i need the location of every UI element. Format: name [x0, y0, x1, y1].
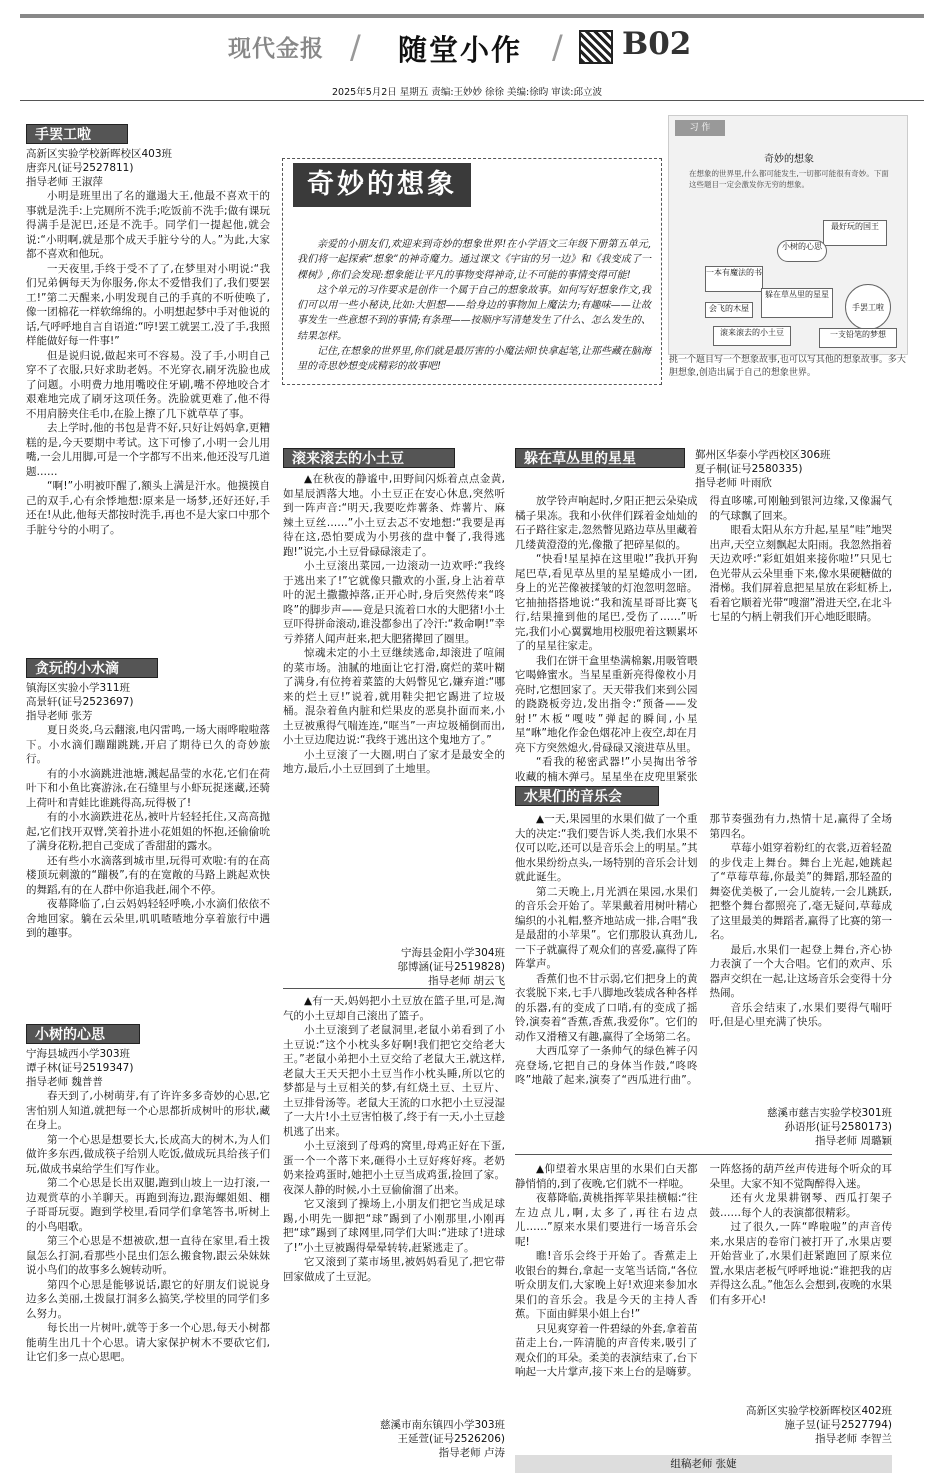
article-author: 谭子林(证号2519347): [26, 1062, 134, 1074]
sign-teacher: 指导老师 周璐颖: [815, 1135, 892, 1147]
feature-paragraph: 这个单元的习作要求是创作一个属于自己的想象故事。如何写好想象作文,我们可以用一些小秘诀,比如:大胆想——给身边的事物加上魔法力;有趣味——让故事发生一些意想不到的事情;有条理——按顺序写清楚发生了什么、怎么发生的、结果怎样。: [297, 284, 651, 342]
topic-card: 手罢工啦: [845, 284, 891, 330]
article-paragraph: 惊魂未定的小土豆继续逃命,却滚进了喧闹的菜市场。油腻的地面让它打滑,腐烂的菜叶糊了满身,有位挎着菜篮的大妈瞥见它,嫌弃道:“哪来的烂土豆!”说着,就用鞋尖把它踢进了垃圾桶。混杂着鱼内脏和烂果皮的恶臭扑面而来,小土豆被熏得气喘连连,“哐当”一声垃圾桶倒而出,小土豆边爬边说:“我终于逃出这个鬼地方了。”: [283, 647, 505, 746]
masthead: [222, 22, 702, 72]
article-paragraph: 每长出一片树叶,就等于多一个心思,每天小树都能萌生出几十个心思。请大家保护树木不要砍它们,让它们多一点心思吧。: [26, 1322, 270, 1363]
article-paragraph: 还有火龙果耕钢琴、西瓜打架子鼓……每个人的表演都很精彩。: [709, 1192, 892, 1219]
topic-card: 一支铅笔的梦想: [819, 328, 897, 348]
article-paragraph: 只见爽穿着一件碧绿的外套,拿着苗苗走上台,一阵清脆的声音传来,吸引了观众们的耳朵。柔美的表演结束了,台下响起一大片掌声,接下来上台的是嗨萝。一阵悠扬的葫芦丝声传进每个听众的耳朵里。大家不知不觉陶醉得入迷。: [515, 1163, 892, 1378]
header-rule: [20, 100, 924, 101]
worksheet-caption: 挑一个题目写一个想象故事,也可以写其他的想象故事。多大胆想象,创造出属于自己的想象世界。: [669, 355, 906, 378]
topic-card: 最好玩的国王: [823, 220, 887, 246]
article-paragraph: ▲有一天,妈妈把小土豆放在篮子里,可是,淘气的小土豆却自己滚出了篮子。: [283, 995, 505, 1022]
article-paragraph: 第三个心思是不想被砍,想一直待在家里,看土拨鼠怎么打洞,看那些小昆虫们怎么搬食物,跟云朵妹妹说小鸟们的故事多么婉转动听。: [26, 1235, 270, 1276]
top-rule: [20, 14, 924, 18]
article-paragraph: 有的小水滴跌进花丛,被叶片轻轻托住,又高高抛起,它们找开双臂,笑着扑进小花姐姐的怀抱,还偷偷吮了满身花粉,把自己变成了香甜甜的露水。: [26, 811, 270, 852]
dateline: 2025年5月2日 星期五 责编:王妙妙 徐徐 美编:徐昀 审读:邱立波: [332, 87, 602, 98]
article-paragraph: 小明是班里出了名的邋遢大王,他最不喜欢干的事就是洗手:上完厕所不洗手;吃饭前不洗手;做有课玩得满手是泥巴,还是不洗手。同学们一提起他,就会说:“小明啊,就是那个成天手脏兮兮的人。”为此,大家都不喜欢和他玩。: [26, 190, 270, 260]
sign-author: 王延萱(证号2526206): [397, 1433, 505, 1445]
sign-teacher: 指导老师 李智兰: [815, 1433, 892, 1445]
article-paragraph: 瞧!音乐会终于开始了。香蕉走上收银台的舞台,拿起一支笔当话筒,“各位听众朋友们,大家晚上好!欢迎来参加水果们的音乐会。我是今天的主持人香蕉。下面由鲜果小姐上台!”: [515, 1250, 698, 1320]
article-author: 唐弈凡(证号2527811): [26, 162, 134, 174]
topic-card: 一本有魔法的书: [705, 266, 763, 292]
article-title: 小树的心思: [26, 1024, 140, 1044]
article-signature: [283, 946, 505, 988]
column-name: 随堂小作: [398, 33, 523, 67]
topic-card: 滚来滚去的小土豆: [713, 326, 791, 346]
article-fruit-concert-2-body: [515, 1162, 892, 1400]
sign-school: 慈溪市南东镇四小学303班: [379, 1419, 505, 1431]
feature-intro-box: [282, 158, 662, 385]
worksheet-title: 奇妙的想象: [764, 154, 814, 165]
article-paragraph: 最后,水果们一起登上舞台,齐心协力表演了一个大合唱。它们的欢声、乐器声交织在一起,让这场音乐会变得十分热闹。: [709, 943, 892, 999]
article-signature: [283, 1418, 505, 1460]
topic-card: 躲在草丛里的星星: [761, 288, 833, 318]
sign-teacher: 指导老师 胡云飞: [428, 975, 505, 987]
article-paragraph: 去上学时,他的书包是背不好,只好让妈妈拿,更糟糕的是,今天要期中考试。这下可惨了,小明一会儿用嘴,一会儿用脚,可是一个字都写不出来,他还没写几道题……: [26, 422, 270, 478]
article-paragraph: 第二个心思是长出双腿,跑到山坡上一边打滚,一边观赏草的小羊聊天。再跑到海边,跟海螺姐姐、棚子哥哥玩耍。跑到学校里,看同学们拿笔答书,听树上的小鸟唱歌。: [26, 1177, 270, 1233]
article-paragraph: ▲在秋夜的静谧中,田野间闪烁着点点金黄,如星辰洒落大地。小土豆正在安心休息,突然听到一阵声音:“明天,我要吃炸薯条、炸薯片、麻辣土豆丝……”小土豆去忑不安地想:“我要是再待在这,恐怕要成为小男孩的盘中餐了,我得逃跑!”说完,小土豆骨碌碌滚走了。: [283, 473, 505, 558]
article-fruit-concert-body: [515, 812, 892, 1102]
worksheet-intro: 在想象的世界里,什么都可能发生,一切都可能很有奇妙。下面这些题目一定会激发你无穷的想象。: [689, 169, 889, 189]
feature-text: [297, 237, 651, 375]
article-paragraph: 草莓小姐穿着粉红的衣裳,迈着轻盈的步伐走上舞台。舞台上光起,她跳起了“草莓草莓,你最美”的舞蹈,那轻盈的舞姿优美极了,一会儿旋转,一会儿跳跃,把整个舞台都照亮了,毫无疑问,草莓成了这里最美的舞蹈者,赢得了比赛的第一名。: [709, 842, 892, 941]
article-paragraph: “看我的秘密武器!”小吴掏出爷爷收藏的楠木弹弓。星星坐在皮兜里紧张得直哆嗦,可刚触到银河边缘,又像漏气的气球飘了回来。: [515, 495, 892, 783]
article-fruit-concert-header: [515, 786, 892, 806]
sign-school: 宁海县金阳小学304班: [400, 947, 505, 959]
article-title: 手罢工啦: [26, 124, 128, 144]
article-paragraph: 第二天晚上,月光洒在果园,水果们的音乐会开始了。苹果戴着用树叶精心编织的小礼帽,整齐地站成一排,合唱“我是最甜的小苹果”。它们那股认真劲儿,一下子就赢得了观众们的喜爱,赢得了阵阵掌声。: [515, 885, 698, 970]
article-paragraph: 音乐会结束了,水果们要得气喘吁吁,但是心里充满了快乐。: [709, 1001, 892, 1028]
page-number: B02: [622, 26, 692, 62]
article-paragraph: 香蕉们也不甘示弱,它们把身上的黄衣裳脱下来,七手八脚地改装成各种各样的乐器,有的变成了口哨,有的变成了摇铃,演奏着“香蕉,香蕉,我爱你”。它们的动作又滑稽又有趣,赢得了全场第二名。: [515, 972, 698, 1043]
article-divider: [283, 988, 505, 989]
article-playful-droplet: [26, 658, 270, 941]
article-school: 高新区实验学校新晖校区403班: [26, 148, 173, 160]
article-paragraph: 有的小水滴跳进池塘,溅起晶莹的水花,它们在荷叶下和小鱼比赛游泳,在石缝里与小虾玩捉迷藏,还骑上荷叶和青蛙比谁跳得高,玩得极了!: [26, 767, 270, 809]
article-paragraph: 小土豆滚出菜园,一边滚动一边欢呼:“我终于逃出来了!”它就像只撒欢的小蛋,身上沾着草叶的泥土撒撒掉落,正开心时,身后突然传来“咚咚”的脚步声——竟是只流着口水的大肥猪!小土豆吓得拼命滚动,谁没都参出了冷汗:“救命啊!”幸亏养猪人闻声赶来,把大肥猪撵回了圈里。: [283, 560, 505, 645]
article-paragraph: 小土豆滚到了母鸡的窝里,母鸡正好在下蛋,蛋一个一个落下来,砸得小土豆好疼好疼。老奶奶来捡鸡蛋时,她把小土豆当成鸡蛋,捡回了家。夜深人静的时候,小土豆偷偷溜了出来。: [283, 1140, 505, 1196]
article-rolling-potato: [283, 448, 505, 948]
article-paragraph: “快看!星星掉在这里啦!”我扒开狗尾巴草,看见草丛里的星星蜷成小一团,身上的光芒像被揉皱的灯泡忽明忽暗。它抽抽搭搭地说:“我和流星哥哥比赛飞行,结果撞到他的尾巴,受伤了……”听完,我们小心翼翼地用校服兜着这颗累坏了的星星往家走。: [515, 553, 698, 652]
illustration-worksheet: [668, 115, 908, 378]
article-paragraph: 夜幕降临了,白云妈妈轻轻呼唤,小水滴们依依不舍地回家。躺在云朵里,叽叽喳喳地分享着旅行中遇到的趣事。: [26, 898, 270, 939]
article-paragraph: 小土豆滚到了老鼠洞里,老鼠小弟看到了小土豆说:“这个小枕头多好啊!我们把它交给老大王。”老鼠小弟把小土豆交给了老鼠大王,就这样,老鼠大王天天把小土豆当作小枕头睡,所以它的梦都是与土豆相关的梦,有红烧土豆、土豆片、土豆排骨汤等。老鼠大王流的口水把小土豆浸湿了一大片!小土豆害怕极了,终于有一天,小土豆趁机逃了出来。: [283, 1024, 505, 1138]
article-paragraph: 小土豆滚了一大圈,明白了家才是最安全的地方,最后,小土豆回到了土地里。: [283, 748, 505, 775]
article-signature: [705, 1106, 892, 1148]
article-teacher: 指导老师 张芳: [26, 710, 93, 722]
article-rolling-potato-2: [283, 994, 505, 1404]
article-title: 躲在草丛里的星星: [515, 448, 685, 468]
topic-card: 小树的心思: [777, 240, 827, 262]
article-paragraph: 夏日炎炎,乌云翻滚,电闪雷鸣,一场大雨哗啦啦落下。小水滴们蹦蹦跳跳,开启了期待已久的奇妙旅行。: [26, 724, 270, 765]
article-paragraph: ▲一天,果园里的水果们做了一个重大的决定:“我们要告诉人类,我们水果不仅可以吃,还可以是音乐会上的明星。”其他水果纷纷点头,一场特别的音乐会计划就此诞生。: [515, 813, 698, 883]
sign-author: 施子昱(证号2527794): [784, 1419, 892, 1431]
article-author: 夏子桐(证号2580335): [695, 463, 803, 475]
article-paragraph: 它又滚到了操场上,小朋友们把它当成足球踢,小明先一脚把“球”踢到了小刚那里,小刚再把“球”踢到了球网里,同学们大叫:“进球了!进球了!”小土豆被踢得晕晕转转,赶紧逃走了。: [283, 1198, 505, 1254]
sign-school: 慈溪市慈吉实验学校301班: [766, 1107, 892, 1119]
feature-title: 奇妙的想象: [293, 163, 471, 207]
article-paragraph: 我们在饼干盒里垫满棉絮,用吸管喂它喝蜂蜜水。当星星重新亮得像枚小月亮时,它想回家了。天天带我们来到公园的跷跷板旁边,发出指令:“预备——发射!”木板“嘎吱”弹起的瞬间,小星星“咻”地化作金色烟花冲上夜空,却在月亮下方突然熄火,骨碌碌又滚进草丛里。: [515, 654, 698, 754]
article-paragraph: 还有些小水滴落到城市里,玩得可欢啦:有的在高楼顶玩刺激的“蹦极”,有的在宽敞的马路上跳起欢快的舞蹈,有的在人群中你追我赶,闹个不停。: [26, 854, 270, 896]
topic-card: 会飞的木屋: [705, 302, 753, 318]
divider-slash: /: [552, 28, 563, 66]
worksheet-tag: 习 作: [675, 120, 725, 136]
paper-name: 现代金报: [228, 35, 324, 62]
article-title: 贪玩的小水滴: [26, 658, 158, 678]
article-paragraph: 第一个心思是想要长大,长成高大的树木,为人们做许多东西,做成筷子给别人吃饭,做成玩具给孩子们玩,做成书桌给学生们写作业。: [26, 1133, 270, 1175]
feature-paragraph: 记住,在想象的世界里,你们就是最厉害的小魔法师!快拿起笔,让那些藏在脑海里的奇思妙想变成精彩的故事吧!: [297, 346, 651, 373]
article-paragraph: 但是说归说,做起来可不容易。没了手,小明自己穿不了衣服,只好求助老妈。不光穿衣,刷牙洗脸也成了问题。小明费力地用嘴咬住牙刷,嘴不停地咬合才艰难地完成了刷牙这项任务。洗脸就更难了,他不得不用肩膀夹住毛巾,在脸上擦了几下就草草了事。: [26, 349, 270, 420]
article-author: 高景轩(证号2523697): [26, 696, 134, 708]
article-divider: [515, 1154, 892, 1155]
article-paragraph: 一天夜里,手终于受不了了,在梦里对小明说:“我们兄弟俩每天为你服务,你太不爱惜我们了,我们要罢工!”第二天醒来,小明发现自己的手真的不听使唤了,像一团棉花一样软绵绵的。小明想起梦中手对他说的话,气呼呼地自言自语道:“哼!罢工就罢工,没了手,我照样能做好每一件事!”: [26, 262, 270, 347]
article-title: 水果们的音乐会: [515, 786, 659, 806]
feature-paragraph: 亲爱的小朋友们,欢迎来到奇妙的想象世界!在小学语文三年级下册第五单元,我们将一起探索“想象”的神奇魔力。通过课文《宇宙的另一边》和《我变成了一棵树》,你们会发现:想象能让平凡的事物变得神奇,让不可能的事情变得可能!: [297, 239, 651, 281]
article-paragraph: 春天到了,小树萌芽,有了许许多多奇妙的心思,它害怕别人知道,就把每一个心思都折成树叶的形状,藏在身上。: [26, 1090, 270, 1131]
article-tree-thoughts: [26, 1024, 270, 1365]
sign-school: 高新区实验学校新晖校区402班: [745, 1405, 892, 1417]
article-paragraph: “啊!”小明被吓醒了,额头上满是汗水。他摸摸自己的双手,心有余悸地想:原来是一场梦,还好还好,手还在!从此,他每天都按时洗手,再也不是大家口中那个手脏兮兮的小明了。: [26, 480, 270, 536]
article-school: 镇海区实验小学311班: [26, 682, 131, 694]
divider-slash: /: [350, 28, 361, 66]
article-paragraph: 眼看太阳从东方升起,星星“哇”地哭出声,天空立刻飘起太阳雨。我忽然指着天边欢呼:“彩虹姐姐来接你啦!”只见七色光带从云朵里垂下来,像水果硬糖做的滑梯。我们屏着息把星星放在彩虹桥上,看着它顺着光带“嗖溜”滑进天空,在北斗七星的勺柄上朝我们开心地眨眼睛。: [709, 524, 892, 623]
sign-author: 邬博涵(证号2519828): [397, 961, 505, 973]
article-paragraph: 夜幕降临,黄桃指挥苹果挂横幅:“往左边点儿,啊,太多了,再往右边点儿……”原来水果们要进行一场音乐会呢!: [515, 1192, 698, 1248]
article-teacher: 指导老师 叶雨欣: [695, 477, 772, 489]
article-school: 宁海县城西小学303班: [26, 1048, 131, 1060]
article-paragraph: ▲仰望着水果店里的水果们白天都静悄悄的,到了夜晚,它们就不一样啦。: [515, 1163, 698, 1190]
article-paragraph: 过了很久,一阵“哗啦啦”的声音传来,水果店的卷帘门被打开了,水果店要开始营业了,水果们赶紧跑回了原来位置,水果店老板气呼呼地说:“谁把我的店弄得这么乱。”他怎么会想到,夜晚的水果们有多开心!: [709, 1221, 892, 1306]
article-paragraph: 它又滚到了菜市场里,被妈妈看见了,把它带回家做成了土豆泥。: [283, 1256, 505, 1283]
sign-teacher: 指导老师 卢涛: [438, 1447, 505, 1459]
article-school: 鄞州区华泰小学西校区306班: [695, 449, 831, 461]
article-hand-strike: [26, 124, 270, 537]
article-paragraph: 大西瓜穿了一条帅气的绿色裤子闪亮登场,它把自己的身体当作鼓,“咚咚咚”地敲了起来,演奏了“西瓜进行曲”。那节奏强劲有力,热情十足,赢得了全场第四名。: [515, 813, 892, 1086]
article-signature: [705, 1404, 892, 1446]
article-star-body: [515, 494, 892, 794]
article-paragraph: 放学铃声响起时,夕阳正把云朵染成橘子果冻。我和小伙伴们踩着金灿灿的石子路往家走,忽然瞥见路边草丛里藏着几缕黄澄澄的光,像撒了把碎星似的。: [515, 495, 698, 551]
article-paragraph: 第四个心思是能够说话,跟它的好朋友们说说身边多么美丽,土拨鼠打洞多么搞笑,学校里的同学们多么努力。: [26, 1278, 270, 1320]
qr-code-icon: [579, 30, 613, 64]
sign-author: 孙语彤(证号2580173): [784, 1121, 892, 1133]
article-teacher: 指导老师 魏普普: [26, 1076, 103, 1088]
article-byline: [695, 448, 895, 490]
article-teacher: 指导老师 王淑萍: [26, 176, 103, 188]
editor-credit: 组稿老师 张婕: [515, 1455, 892, 1473]
article-title: 滚来滚去的小土豆: [283, 448, 455, 468]
